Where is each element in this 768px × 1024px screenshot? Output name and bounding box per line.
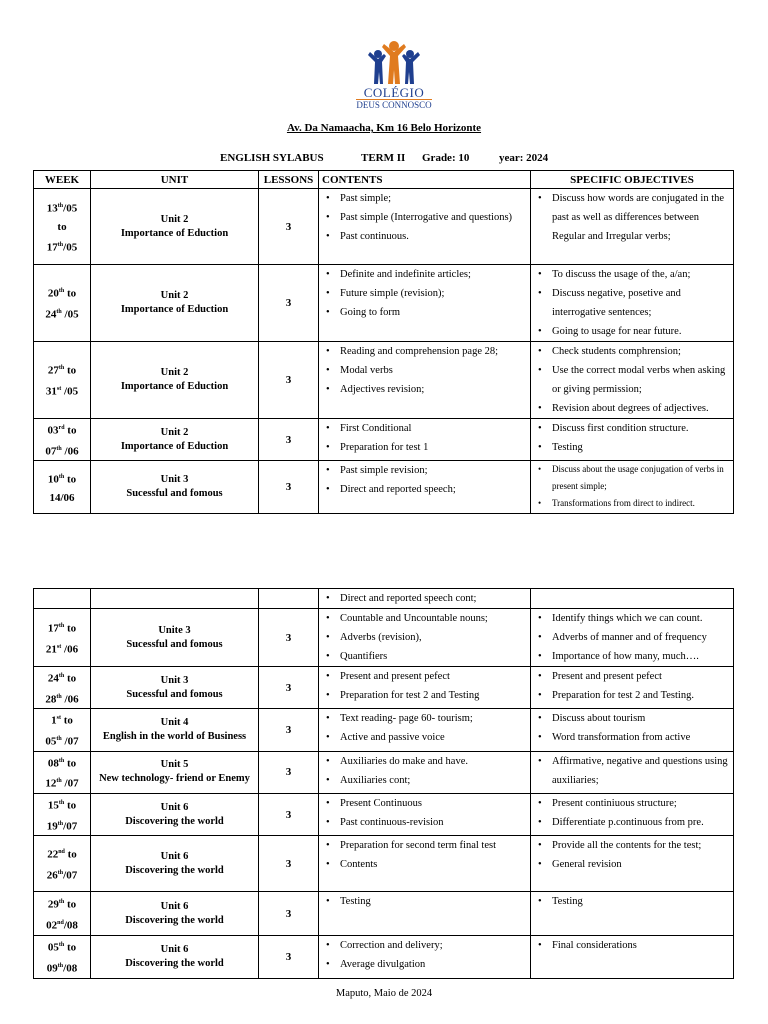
week-cell: 08th to 12th /07: [34, 751, 91, 793]
list-item: • Word transformation from active: [552, 728, 730, 747]
logo-name: COLÉGIO: [363, 85, 425, 100]
list-item: • Direct and reported speech cont;: [340, 589, 527, 608]
unit-cell: Unit 6 Discovering the world: [91, 892, 259, 936]
list-item: • Going to form: [340, 303, 527, 322]
unit-cell: Unit 2 Importance of Eduction: [91, 342, 259, 419]
list-item: • Quantifiers: [340, 647, 527, 666]
year-label: year: 2024: [499, 152, 549, 164]
list-item: • Auxiliaries cont;: [340, 771, 527, 790]
list-item: • Discuss first condition structure.: [552, 419, 730, 438]
week-cell: 17th to 21st /06: [34, 609, 91, 667]
list-item: • Revision about degrees of adjectives.: [552, 399, 730, 418]
list-item: • Identify things which we can count.: [552, 609, 730, 628]
objectives-cell: [531, 836, 734, 892]
school-address: Av. Da Namaacha, Km 16 Belo Horizonte: [286, 122, 482, 134]
week-cell: 20th to 24th /05: [34, 265, 91, 342]
table-row: [34, 609, 734, 667]
objectives-cell: [531, 342, 734, 419]
list-item: • Differentiate p.continuous from pre.: [552, 813, 730, 832]
lessons-cell: [259, 589, 319, 609]
lessons-cell: 3: [259, 836, 319, 892]
list-item: • Preparation for second term final test: [340, 836, 527, 855]
list-item: • Reading and comprehension page 28;: [340, 342, 527, 361]
contents-cell: [319, 265, 531, 342]
objectives-cell: [531, 936, 734, 978]
table-row: [34, 265, 734, 342]
list-item: • Present and present pefect: [552, 667, 730, 686]
unit-cell: Unit 4 English in the world of Business: [91, 709, 259, 751]
term-label: TERM II: [361, 152, 406, 164]
unit-cell: Unit 6 Discovering the world: [91, 936, 259, 978]
list-item: • Adverbs (revision),: [340, 628, 527, 647]
table-row: [34, 709, 734, 751]
list-item: • Preparation for test 2 and Testing: [340, 686, 527, 705]
list-item: • Text reading- page 60- tourism;: [340, 709, 527, 728]
lessons-cell: 3: [259, 667, 319, 709]
list-item: • General revision: [552, 855, 730, 874]
list-item: • Final considerations: [552, 936, 730, 955]
lessons-cell: 3: [259, 189, 319, 265]
logo-subtitle: DEUS CONNOSCO: [356, 100, 432, 110]
contents-cell: [319, 609, 531, 667]
week-cell: 15th to 19th/07: [34, 793, 91, 835]
contents-cell: [319, 892, 531, 936]
lessons-cell: 3: [259, 793, 319, 835]
table-row: [34, 419, 734, 461]
unit-cell: Unit 2 Importance of Eduction: [91, 265, 259, 342]
objectives-cell: [531, 609, 734, 667]
table-row: [34, 189, 734, 265]
unit-cell: Unit 3 Sucessful and fomous: [91, 667, 259, 709]
list-item: • Discuss how words are conjugated in the past as well as differences between Regular and Irregular verbs;: [552, 189, 730, 246]
column-header-week: WEEK: [34, 171, 91, 189]
list-item: • Discuss about the usage conjugation of verbs in present simple;: [552, 461, 730, 495]
unit-cell: Unit 5 New technology- friend or Enemy: [91, 751, 259, 793]
list-item: • Past simple revision;: [340, 461, 527, 480]
list-item: • Going to usage for near future.: [552, 322, 730, 341]
list-item: • Testing: [340, 892, 527, 911]
unit-cell: Unit 2 Importance of Eduction: [91, 419, 259, 461]
contents-cell: [319, 342, 531, 419]
objectives-cell: [531, 189, 734, 265]
column-header-objectives: SPECIFIC OBJECTIVES: [531, 171, 734, 189]
figures-emblem-icon: [366, 40, 422, 86]
week-cell: 29th to 02nd/08: [34, 892, 91, 936]
lessons-cell: 3: [259, 892, 319, 936]
unit-cell: Unit 3 Sucessful and fomous: [91, 461, 259, 514]
unit-cell: [91, 589, 259, 609]
contents-cell: [319, 667, 531, 709]
list-item: • Modal verbs: [340, 361, 527, 380]
syllabus-title: ENGLISH SYLABUS: [220, 152, 324, 164]
week-cell: 27th to 31st /05: [34, 342, 91, 419]
list-item: • Future simple (revision);: [340, 284, 527, 303]
list-item: • Transformations from direct to indirect.: [552, 495, 730, 512]
unit-cell: Unit 6 Discovering the world: [91, 793, 259, 835]
unit-cell: Unite 3 Sucessful and fomous: [91, 609, 259, 667]
list-item: • Definite and indefinite articles;: [340, 265, 527, 284]
grade-label: Grade: 10: [422, 152, 470, 164]
list-item: • Present and present pefect: [340, 667, 527, 686]
syllabus-table-page1: [33, 170, 734, 514]
list-item: • Discuss about tourism: [552, 709, 730, 728]
table-row: [34, 667, 734, 709]
list-item: • Preparation for test 2 and Testing.: [552, 686, 730, 705]
list-item: • Active and passive voice: [340, 728, 527, 747]
column-header-lessons: LESSONS: [259, 171, 319, 189]
objectives-cell: [531, 265, 734, 342]
week-cell: 22nd to 26th/07: [34, 836, 91, 892]
objectives-cell: [531, 751, 734, 793]
list-item: • Past continuous-revision: [340, 813, 527, 832]
list-item: • Discuss negative, posetive and interrogative sentences;: [552, 284, 730, 322]
column-header-contents: CONTENTS: [319, 171, 531, 189]
contents-cell: [319, 936, 531, 978]
table-row: [34, 751, 734, 793]
list-item: • Provide all the contents for the test;: [552, 836, 730, 855]
week-cell: 03rd to 07th /06: [34, 419, 91, 461]
contents-cell: [319, 709, 531, 751]
column-header-unit: UNIT: [91, 171, 259, 189]
objectives-cell: [531, 793, 734, 835]
list-item: • Use the correct modal verbs when asking or giving permission;: [552, 361, 730, 399]
list-item: • Past continuous.: [340, 227, 527, 246]
list-item: • Auxiliaries do make and have.: [340, 752, 527, 771]
lessons-cell: 3: [259, 709, 319, 751]
syllabus-table-page2: [33, 588, 734, 979]
lessons-cell: 3: [259, 342, 319, 419]
week-cell: 13th/05 to 17th/05: [34, 189, 91, 265]
table-row: [34, 936, 734, 978]
contents-cell: [319, 751, 531, 793]
list-item: • First Conditional: [340, 419, 527, 438]
list-item: • Check students comphrension;: [552, 342, 730, 361]
objectives-cell: [531, 419, 734, 461]
table-row: [34, 836, 734, 892]
list-item: • Correction and delivery;: [340, 936, 527, 955]
lessons-cell: 3: [259, 609, 319, 667]
week-cell: 10th to 14/06: [34, 461, 91, 514]
table-row: [34, 589, 734, 609]
lessons-cell: 3: [259, 419, 319, 461]
lessons-cell: 3: [259, 265, 319, 342]
list-item: • Present continiuous structure;: [552, 794, 730, 813]
objectives-cell: [531, 461, 734, 514]
objectives-cell: [531, 667, 734, 709]
place-date-footer: Maputo, Maio de 2024: [335, 988, 433, 999]
contents-cell: [319, 189, 531, 265]
list-item: • Testing: [552, 438, 730, 457]
contents-cell: [319, 793, 531, 835]
table-row: [34, 793, 734, 835]
objectives-cell: [531, 709, 734, 751]
list-item: • Present Continuous: [340, 794, 527, 813]
contents-cell: [319, 589, 531, 609]
list-item: • Past simple (Interrogative and questions): [340, 208, 527, 227]
lessons-cell: 3: [259, 461, 319, 514]
list-item: • Direct and reported speech;: [340, 480, 527, 499]
list-item: • Past simple;: [340, 189, 527, 208]
contents-cell: [319, 836, 531, 892]
list-item: • To discuss the usage of the, a/an;: [552, 265, 730, 284]
contents-cell: [319, 461, 531, 514]
week-cell: 1st to 05th /07: [34, 709, 91, 751]
week-cell: 24th to 28th /06: [34, 667, 91, 709]
school-logo: [352, 40, 436, 114]
list-item: • Countable and Uncountable nouns;: [340, 609, 527, 628]
objectives-cell: [531, 892, 734, 936]
list-item: • Adjectives revision;: [340, 380, 527, 399]
table-row: [34, 342, 734, 419]
list-item: • Affirmative, negative and questions using auxiliaries;: [552, 752, 730, 790]
list-item: • Preparation for test 1: [340, 438, 527, 457]
list-item: • Average divulgation: [340, 955, 527, 974]
week-cell: 05th to 09th/08: [34, 936, 91, 978]
objectives-cell: [531, 589, 734, 609]
unit-cell: Unit 2 Importance of Eduction: [91, 189, 259, 265]
list-item: • Contents: [340, 855, 527, 874]
list-item: • Adverbs of manner and of frequency: [552, 628, 730, 647]
table-row: [34, 461, 734, 514]
list-item: • Testing: [552, 892, 730, 911]
unit-cell: Unit 6 Discovering the world: [91, 836, 259, 892]
contents-cell: [319, 419, 531, 461]
lessons-cell: 3: [259, 751, 319, 793]
list-item: • Importance of how many, much….: [552, 647, 730, 666]
lessons-cell: 3: [259, 936, 319, 978]
table-row: [34, 892, 734, 936]
week-cell: [34, 589, 91, 609]
